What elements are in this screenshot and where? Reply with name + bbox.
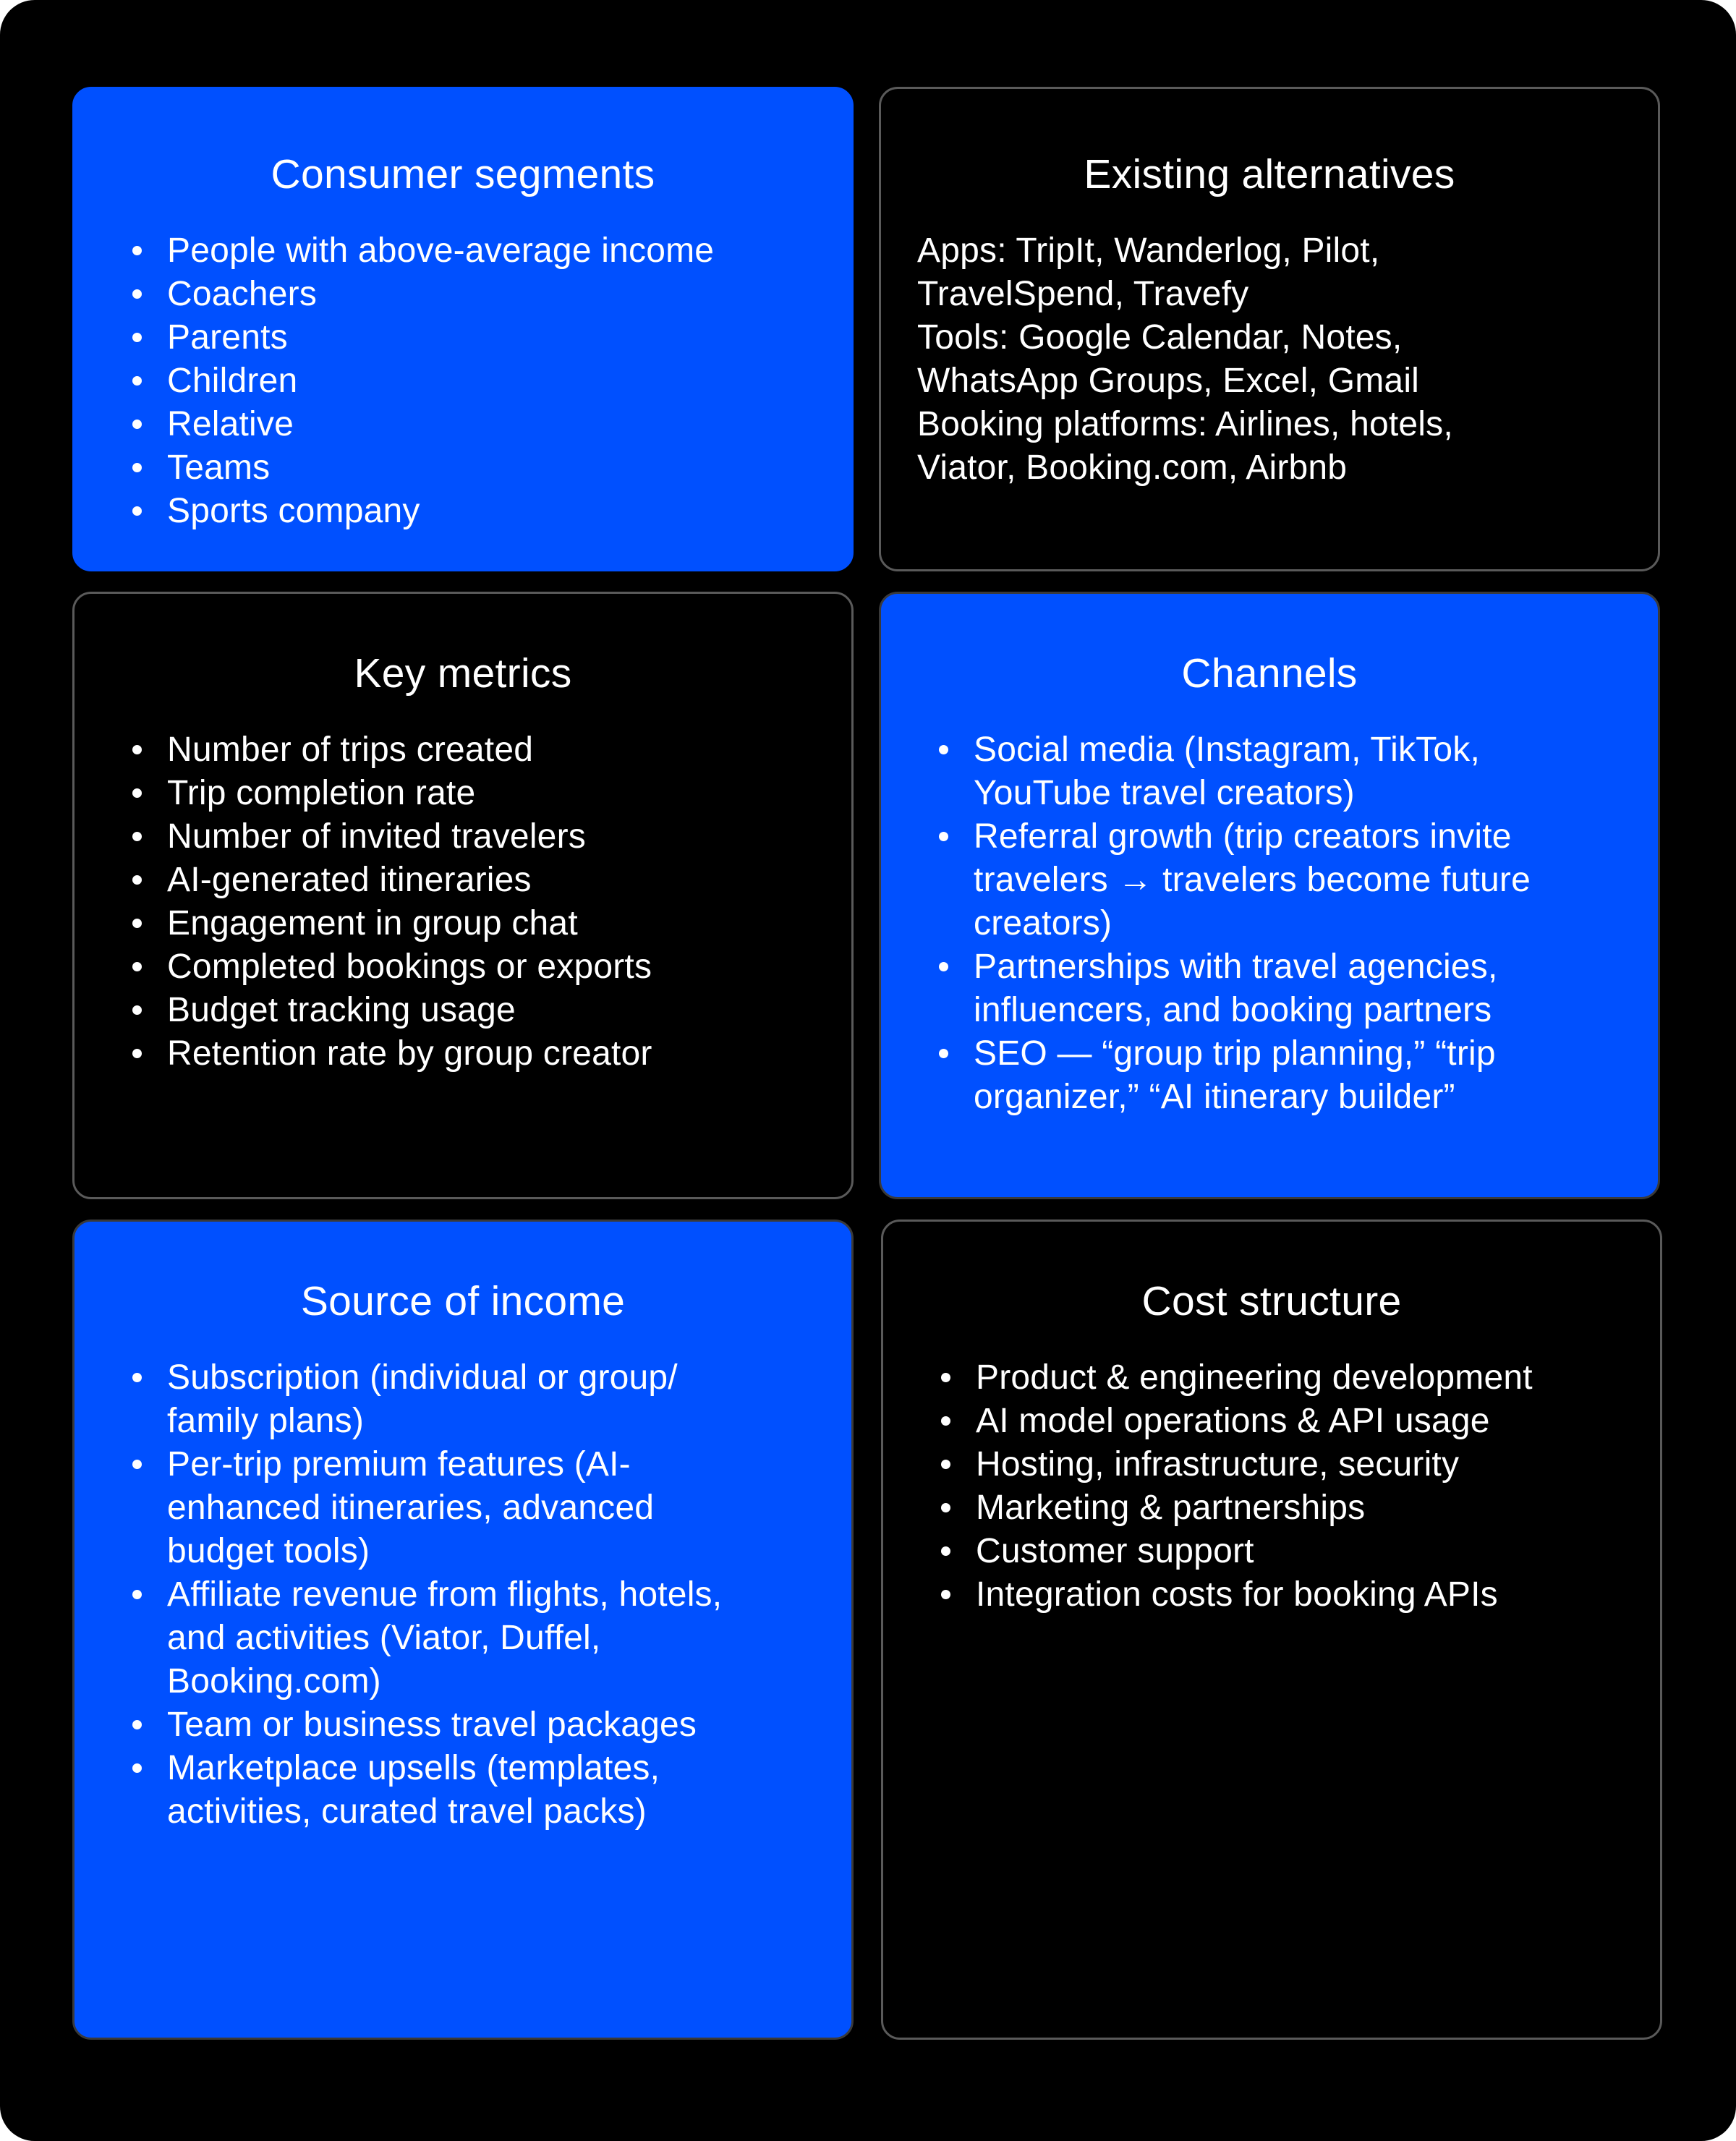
- bullet-icon: [132, 962, 142, 971]
- bullet-icon: [941, 1503, 950, 1512]
- list-item: Per-trip premium features (AI- enhanced itineraries, advanced budget tools): [75, 1443, 822, 1573]
- bullet-icon: [132, 1373, 142, 1382]
- card-source-of-income: [72, 1220, 854, 2040]
- bullet-icon: [132, 506, 142, 516]
- bullet-icon: [939, 962, 948, 971]
- text-line: Apps: TripIt, Wanderlog, Pilot,: [917, 231, 1380, 270]
- card-channels: [879, 592, 1660, 1199]
- card-title: Cost structure: [1141, 1278, 1402, 1324]
- consumer-segments-list: [75, 229, 822, 533]
- bullet-icon: [132, 376, 142, 386]
- source-of-income-list: [75, 1356, 822, 1834]
- bullet-icon: [132, 1049, 142, 1058]
- card-key-metrics: [72, 592, 854, 1199]
- list-item: Retention rate by group creator: [75, 1032, 822, 1076]
- cost-structure-list: [883, 1356, 1631, 1617]
- bullet-icon: [941, 1373, 950, 1382]
- card-title: Consumer segments: [271, 151, 655, 197]
- card-existing-alternatives: [879, 87, 1660, 571]
- text-line: Tools: Google Calendar, Notes,: [917, 318, 1403, 357]
- bullet-icon: [132, 1590, 142, 1599]
- text-line: Booking platforms: Airlines, hotels,: [917, 405, 1453, 443]
- list-item: Team or business travel packages: [75, 1703, 822, 1747]
- list-item: Product & engineering development: [883, 1356, 1631, 1400]
- list-item: Budget tracking usage: [75, 989, 822, 1032]
- bullet-icon: [132, 745, 142, 754]
- list-item: Hosting, infrastructure, security: [883, 1443, 1631, 1486]
- bullet-icon: [132, 1005, 142, 1015]
- list-item: Engagement in group chat: [75, 902, 822, 945]
- list-item: Referral growth (trip creators invite travelers → travelers become future creators): [881, 815, 1629, 945]
- bullet-icon: [939, 1049, 948, 1058]
- bullet-icon: [941, 1546, 950, 1556]
- list-item: People with above-average income: [75, 229, 822, 273]
- bullet-icon: [132, 832, 142, 841]
- bullet-icon: [132, 875, 142, 885]
- list-item: SEO — “group trip planning,” “trip organizer,” “AI itinerary builder”: [881, 1032, 1629, 1119]
- bullet-icon: [132, 463, 142, 472]
- text-line: TravelSpend, Travefy: [917, 275, 1249, 313]
- bullet-icon: [941, 1460, 950, 1469]
- bullet-icon: [132, 246, 142, 255]
- bullet-icon: [939, 745, 948, 754]
- bullet-icon: [941, 1416, 950, 1426]
- list-item: Relative: [75, 403, 822, 446]
- card-title: Existing alternatives: [1084, 151, 1455, 197]
- list-item: Marketplace upsells (templates, activities, curated travel packs): [75, 1747, 822, 1834]
- card-consumer-segments: [72, 87, 854, 571]
- list-item: AI-generated itineraries: [75, 859, 822, 902]
- list-item: Marketing & partnerships: [883, 1486, 1631, 1530]
- bullet-icon: [132, 1763, 142, 1773]
- list-item: Partnerships with travel agencies, influencers, and booking partners: [881, 945, 1629, 1032]
- bullet-icon: [941, 1590, 950, 1599]
- card-title: Channels: [1181, 650, 1358, 697]
- list-item: Trip completion rate: [75, 772, 822, 815]
- list-item: Completed bookings or exports: [75, 945, 822, 989]
- list-item: Sports company: [75, 490, 822, 533]
- list-item: Number of trips created: [75, 728, 822, 772]
- list-item: Customer support: [883, 1530, 1631, 1573]
- list-item: Teams: [75, 446, 822, 490]
- list-item: Social media (Instagram, TikTok, YouTube travel creators): [881, 728, 1629, 815]
- text-line: Viator, Booking.com, Airbnb: [917, 448, 1348, 487]
- list-item: Integration costs for booking APIs: [883, 1573, 1631, 1617]
- channels-list: [881, 728, 1629, 1119]
- bullet-icon: [132, 788, 142, 798]
- bullet-icon: [939, 832, 948, 841]
- bullet-icon: [132, 420, 142, 429]
- list-item: Number of invited travelers: [75, 815, 822, 859]
- existing-alternatives-text: [881, 229, 1629, 490]
- bullet-icon: [132, 289, 142, 299]
- bullet-icon: [132, 333, 142, 342]
- card-title: Key metrics: [354, 650, 572, 697]
- list-item: AI model operations & API usage: [883, 1400, 1631, 1443]
- list-item: Children: [75, 359, 822, 403]
- bullet-icon: [132, 919, 142, 928]
- card-title: Source of income: [300, 1278, 626, 1324]
- card-cost-structure: [881, 1220, 1662, 2040]
- list-item: Parents: [75, 316, 822, 359]
- bullet-icon: [132, 1460, 142, 1469]
- key-metrics-list: [75, 728, 822, 1076]
- list-item: Subscription (individual or group/ family plans): [75, 1356, 822, 1443]
- list-item: Affiliate revenue from flights, hotels, and activities (Viator, Duffel, Booking.com): [75, 1573, 822, 1703]
- bullet-icon: [132, 1720, 142, 1729]
- list-item: Coachers: [75, 273, 822, 316]
- text-line: WhatsApp Groups, Excel, Gmail: [917, 362, 1420, 400]
